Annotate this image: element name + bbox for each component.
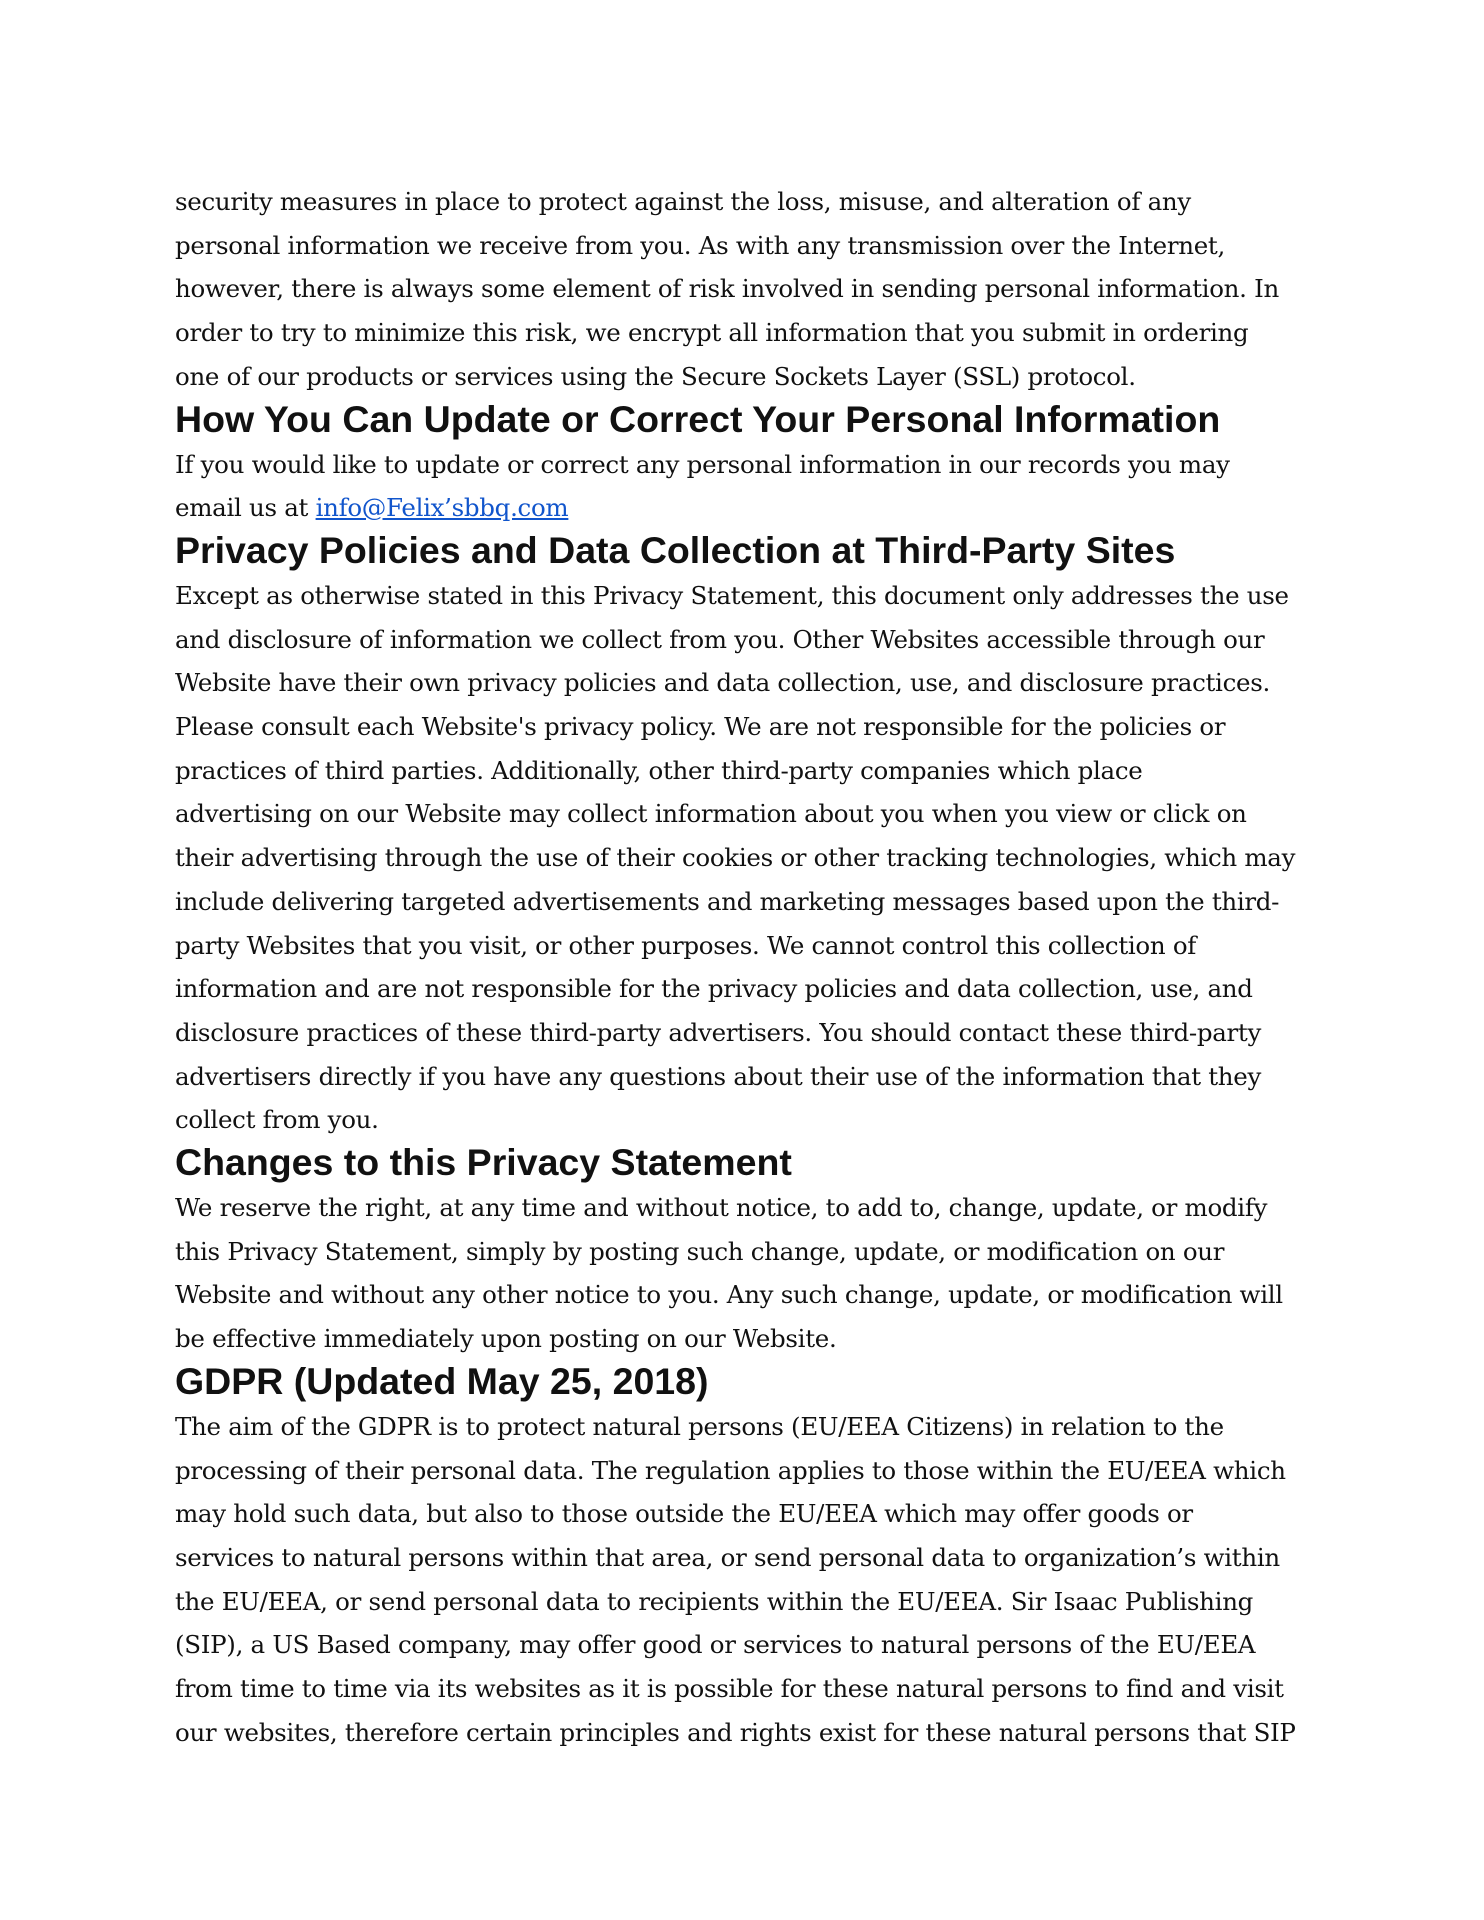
update-info-paragraph xyxy=(175,443,1325,530)
third-party-heading: Privacy Policies and Data Collection at Third-Party Sites xyxy=(175,528,1176,571)
changes-paragraph: We reserve the right, at any time and without notice, to add to, change, update, or modify this Privacy Statement, simply by posting such change, update, or modification on our Website and without any other notice to you. Any such change, update, or modification will be effective immediately upon posting on our Website. xyxy=(175,1193,1283,1354)
intro-paragraph: security measures in place to protect against the loss, misuse, and alteration of any personal information we receive from you. As with any transmission over the Internet, however, there is always some element of risk involved in sending personal information. In order to try to minimize this risk, we encrypt all information that you submit in ordering one of our products or services using the Secure Sockets Layer (SSL) protocol. xyxy=(175,187,1279,391)
gdpr-heading: GDPR (Updated May 25, 2018) xyxy=(175,1359,709,1402)
email-link[interactable]: info@Felix’sbbq.com xyxy=(315,493,569,523)
update-info-heading: How You Can Update or Correct Your Personal Information xyxy=(175,397,1221,440)
update-info-text: If you would like to update or correct any personal information in our records you may email us at xyxy=(175,449,1230,523)
third-party-paragraph: Except as otherwise stated in this Privacy Statement, this document only addresses the use and disclosure of information we collect from you. Other Websites accessible through our Website have their own privacy policies and data collection, use, and disclosure practices. Please consult each Website's privacy policy. We are not responsible for the policies or practices of third parties. Additionally, other third-party companies which place advertising on our Website may collect information about you when you view or click on their advertising through the use of their cookies or other tracking technologies, which may include delivering targeted advertisements and marketing messages based upon the third- party Websites that you visit, or other purposes. We cannot control this collection of information and are not responsible for the privacy policies and data collection, use, and disclosure practices of these third-party advertisers. You should contact these third-party advertisers directly if you have any questions about their use of the information that they collect from you. xyxy=(175,580,1296,1135)
document-page xyxy=(175,180,1325,1755)
gdpr-paragraph: The aim of the GDPR is to protect natural persons (EU/EEA Citizens) in relation to the processing of their personal data. The regulation applies to those within the EU/EEA which may hold such data, but also to those outside the EU/EEA which may offer goods or services to natural persons within that area, or send personal data to organization’s within the EU/EEA, or send personal data to recipients within the EU/EEA. Sir Isaac Publishing (SIP), a US Based company, may offer good or services to natural persons of the EU/EEA from time to time via its websites as it is possible for these natural persons to find and visit our websites, therefore certain principles and rights exist for these natural persons that SIP xyxy=(175,1411,1296,1747)
changes-heading: Changes to this Privacy Statement xyxy=(175,1141,792,1184)
